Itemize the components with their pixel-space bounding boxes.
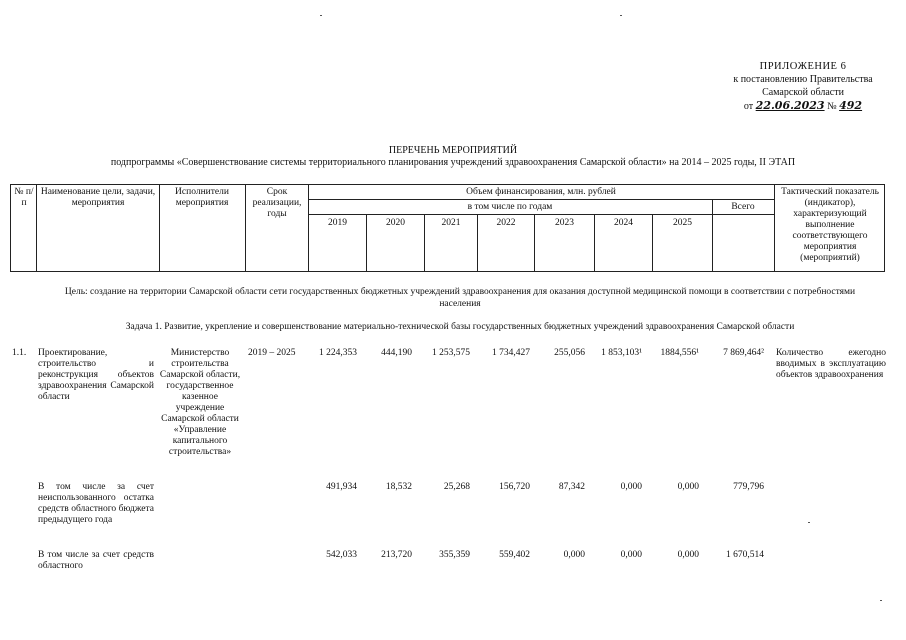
row-2-total: 779,796 <box>733 482 764 492</box>
header-funding: Объем финансирования, млн. рублей <box>466 187 616 197</box>
appendix-line1: к постановлению Правительства <box>733 74 873 85</box>
row-2-2025: 0,000 <box>677 482 699 492</box>
row-1-num: 1.1. <box>12 348 27 358</box>
header-year-2020: 2020 <box>386 218 405 228</box>
header-executors: Исполнители мероприятия <box>175 187 229 208</box>
row-1-2020: 444,190 <box>381 348 412 358</box>
header-year-2025: 2025 <box>673 218 692 228</box>
appendix-block <box>708 60 898 113</box>
row-1-2025: 1884,556¹ <box>660 348 699 358</box>
row-1-2023: 255,056 <box>554 348 585 358</box>
date-prefix: от <box>743 101 754 112</box>
row-3-2025: 0,000 <box>677 550 699 560</box>
doc-title: ПЕРЕЧЕНЬ МЕРОПРИЯТИЙ <box>388 145 518 156</box>
scan-speck <box>880 600 882 601</box>
row-1-2022: 1 734,427 <box>492 348 530 358</box>
row-3-name: В том числе за счет средств областного <box>38 550 154 571</box>
row-1-term: 2019 – 2025 <box>248 348 296 358</box>
header-year-2021: 2021 <box>441 218 461 228</box>
goal-text: Цель: создание на территории Самарской области сети государственных бюджетных учреждений здравоохранения для оказания доступной медицинской помощи в соответствии с потребностями населения <box>64 287 856 309</box>
header-term: Срок реализации, годы <box>252 187 302 219</box>
task-text: Задача 1. Развитие, укрепление и совершенствование материально-технической базы государственных бюджетных учреждений здравоохранения Самарской области <box>125 322 795 332</box>
header-year-2023: 2023 <box>555 218 574 228</box>
header-indicator: Тактический показатель (индикатор), характеризующий выполнение соответствующего мероприятия (мероприятий) <box>781 187 879 263</box>
header-year-2024: 2024 <box>614 218 633 228</box>
appendix-date-line <box>708 99 898 113</box>
row-3-2024: 0,000 <box>620 550 642 560</box>
row-3-2021: 355,359 <box>439 550 470 560</box>
appendix-title: ПРИЛОЖЕНИЕ 6 <box>759 61 847 72</box>
header-by-year: в том числе по годам <box>467 202 553 212</box>
row-1-2019: 1 224,353 <box>319 348 357 358</box>
row-2-2022: 156,720 <box>499 482 530 492</box>
appendix-date: 22.06.2023 <box>755 99 825 112</box>
appendix-line2: Самарской области <box>762 87 844 98</box>
row-3-2022: 559,402 <box>499 550 530 560</box>
header-total: Всего <box>731 202 755 212</box>
row-2-2021: 25,268 <box>443 482 470 492</box>
appendix-number: 492 <box>839 99 863 112</box>
row-2-2023: 87,342 <box>558 482 585 492</box>
row-3-2023: 0,000 <box>563 550 585 560</box>
scan-speck <box>620 15 622 16</box>
header-year-2022: 2022 <box>496 218 516 228</box>
row-1-2021: 1 253,575 <box>432 348 470 358</box>
row-3-total: 1 670,514 <box>726 550 764 560</box>
doc-subtitle: подпрограммы «Совершенствование системы территориального планирования учреждений здравоохранения Самарской области» на 2014 – 2025 годы, II ЭТАП <box>110 157 796 168</box>
row-2-name: В том числе за счет неиспользованного остатка средств областного бюджета предыдущего года <box>38 482 154 525</box>
header-year-2019: 2019 <box>328 218 347 228</box>
scan-speck <box>320 15 322 16</box>
row-1-indicator: Количество ежегодно вводимых в эксплуатацию объектов здравоохранения <box>776 348 886 380</box>
row-2-2019: 491,934 <box>326 482 357 492</box>
row-1-name: Проектирование, строительство и реконструкция объектов здравоохранения Самарской области <box>38 348 154 402</box>
table-header <box>10 184 885 272</box>
header-name: Наименование цели, задачи, мероприятия <box>40 187 156 208</box>
row-3-2019: 542,033 <box>326 550 357 560</box>
scan-speck <box>808 522 810 523</box>
number-prefix: № <box>827 101 837 112</box>
row-1-executor: Министерство строительства Самарской области, государственное казенное учреждение Самарской области «Управление капитального строительства» <box>159 348 241 457</box>
header-num: № п/п <box>14 187 34 208</box>
row-2-2024: 0,000 <box>620 482 642 492</box>
row-1-2024: 1 853,103¹ <box>601 348 642 358</box>
row-2-2020: 18,532 <box>385 482 412 492</box>
row-1-total: 7 869,464² <box>723 348 764 358</box>
row-3-2020: 213,720 <box>381 550 412 560</box>
